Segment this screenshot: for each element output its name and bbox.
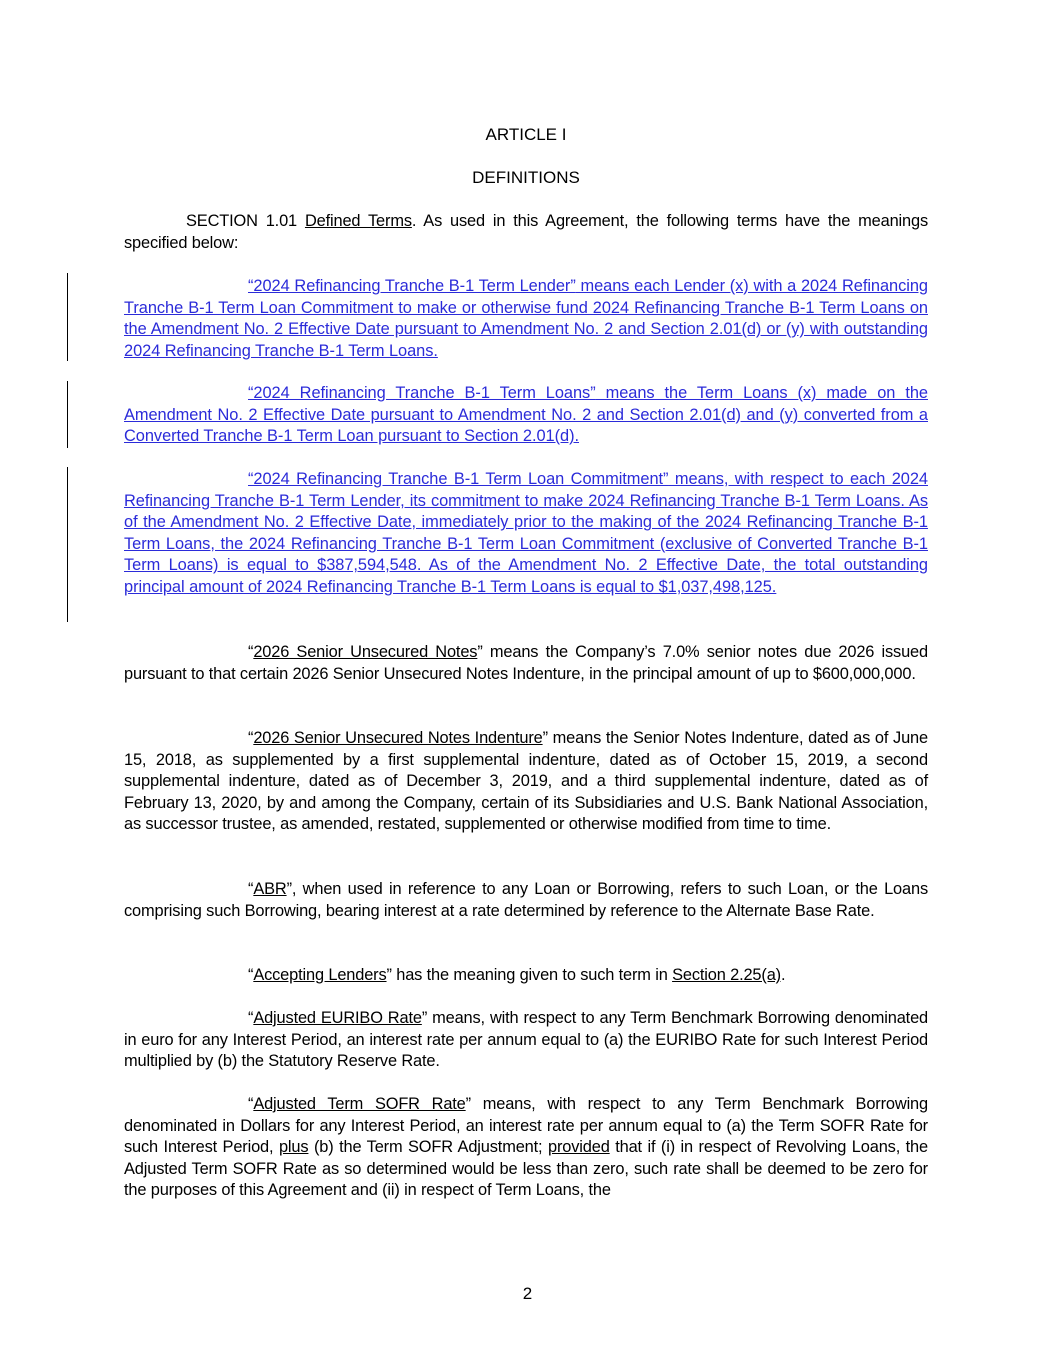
- defined-term: Adjusted Term SOFR Rate: [253, 1095, 466, 1113]
- definition: [124, 642, 928, 685]
- plus-term: plus: [278, 1138, 309, 1157]
- definition-text: that if (i) in respect of Revolving Loans, the Adjusted Term SOFR Rate as so determined would be less than zero, such rate shall be deemed to be zero for the purposes of this Agreement and (ii) in respect of Term Loans, the: [124, 1138, 928, 1200]
- open-quote: “: [248, 729, 254, 747]
- definition-text: ” means the Company’s 7.0% senior notes due 2026 issued pursuant to that certain 2026 Senior Unsecured Notes Indenture, in the principal amount of up to $600,000,000.: [124, 643, 928, 683]
- definition: [124, 1008, 928, 1073]
- section-title-period: .: [411, 212, 417, 230]
- section-title: Defined Terms: [304, 212, 412, 230]
- definition-end: .: [781, 966, 786, 984]
- inserted-definition: [124, 469, 928, 599]
- defined-term: 2026 Senior Unsecured Notes: [253, 643, 478, 661]
- inserted-definition: [124, 383, 928, 448]
- inserted-definition: [124, 276, 928, 362]
- section-intro-text: As used in this Agreement, the following terms have the meanings specified below:: [124, 212, 929, 252]
- definition-text: ”, when used in reference to any Loan or Borrowing, refers to such Loan, or the Loans comprising such Borrowing, bearing interest at a rate determined by reference to the Alternate Base Rate.: [124, 880, 928, 920]
- defined-term: Accepting Lenders: [253, 966, 387, 984]
- article-heading: ARTICLE I: [485, 125, 567, 144]
- definition-text: means each Lender (x) with a 2024 Refinancing Tranche B-1 Term Loan Commitment to make or otherwise fund 2024 Refinancing Tranche B-1 Term Loans on the Amendment No. 2 Effective Date pursuant to Amendment No. 2 and Section 2.01(d) or (y) with outstanding 2024 Refinancing Tranche B-1 Term Loans.: [124, 277, 928, 360]
- definition: [124, 879, 928, 922]
- section-reference: Section 2.25(a): [672, 966, 781, 984]
- provided-term: provided: [547, 1138, 610, 1157]
- definition-text: ” means the Senior Notes Indenture, dated as of June 15, 2018, as supplemented by a first supplemental indenture, dated as of October 15, 2019, a second supplemental indenture, dated as of December 3, 2019, and a third supplemental indenture, dated as of February 13, 2020, by and among the Company, certain of its Subsidiaries and U.S. Bank National Association, as successor trustee, as amended, restated, supplemented or otherwise modified from time to time.: [124, 729, 928, 834]
- open-quote: “: [248, 880, 254, 898]
- change-bar: [67, 467, 68, 622]
- definition: [124, 728, 928, 836]
- defined-term: “2024 Refinancing Tranche B-1 Term Lender”: [248, 277, 576, 295]
- defined-term: 2026 Senior Unsecured Notes Indenture: [253, 729, 543, 747]
- definition: [124, 1094, 928, 1202]
- open-quote: “: [248, 643, 254, 661]
- definition-text: ” means, with respect to any Term Benchmark Borrowing denominated in Dollars for any Interest Period, an interest rate per annum equal to (a) the Term SOFR Rate for such Interest Period,: [124, 1095, 928, 1157]
- section-intro: [124, 211, 928, 254]
- article-title: DEFINITIONS: [472, 168, 580, 187]
- definition-text: ” has the meaning given to such term in: [386, 966, 673, 984]
- definition-text: (b) the Term SOFR Adjustment;: [308, 1138, 548, 1157]
- defined-term: “2024 Refinancing Tranche B-1 Term Loan Commitment”: [248, 470, 669, 488]
- page-number: 2: [522, 1284, 533, 1303]
- defined-term: “2024 Refinancing Tranche B-1 Term Loans”: [248, 384, 596, 402]
- defined-term: Adjusted EURIBO Rate: [253, 1009, 422, 1027]
- change-bar: [67, 273, 68, 361]
- defined-term: ABR: [253, 880, 287, 898]
- open-quote: “: [248, 1009, 254, 1027]
- open-quote: “: [248, 966, 254, 984]
- section-number: SECTION 1.01: [186, 212, 298, 230]
- definition-text: means, with respect to each 2024 Refinancing Tranche B-1 Term Lender, its commitment to make 2024 Refinancing Tranche B-1 Term Loans. As of the Amendment No. 2 Effective Date, immediately prior to the making of the 2024 Refinancing Tranche B-1 Term Loans, the 2024 Refinancing Tranche B-1 Term Loan Commitment (exclusive of Converted Tranche B-1 Term Loans) is equal to $387,594,548. As of the Amendment No. 2 Effective Date, the total outstanding principal amount of 2024 Refinancing Tranche B-1 Term Loans is equal to $1,037,498,125.: [124, 470, 928, 596]
- definition-text: means the Term Loans (x) made on the Amendment No. 2 Effective Date pursuant to Amendment No. 2 and Section 2.01(d) and (y) converted from a Converted Tranche B-1 Term Loan pursuant to Section 2.01(d).: [124, 384, 928, 446]
- change-bar: [67, 381, 68, 448]
- definition: [124, 965, 928, 987]
- open-quote: “: [248, 1095, 254, 1113]
- definition-text: ” means, with respect to any Term Benchmark Borrowing denominated in euro for any Interest Period, an interest rate per annum equal to (a) the EURIBO Rate for such Interest Period multiplied by (b) the Statutory Reserve Rate.: [124, 1009, 929, 1071]
